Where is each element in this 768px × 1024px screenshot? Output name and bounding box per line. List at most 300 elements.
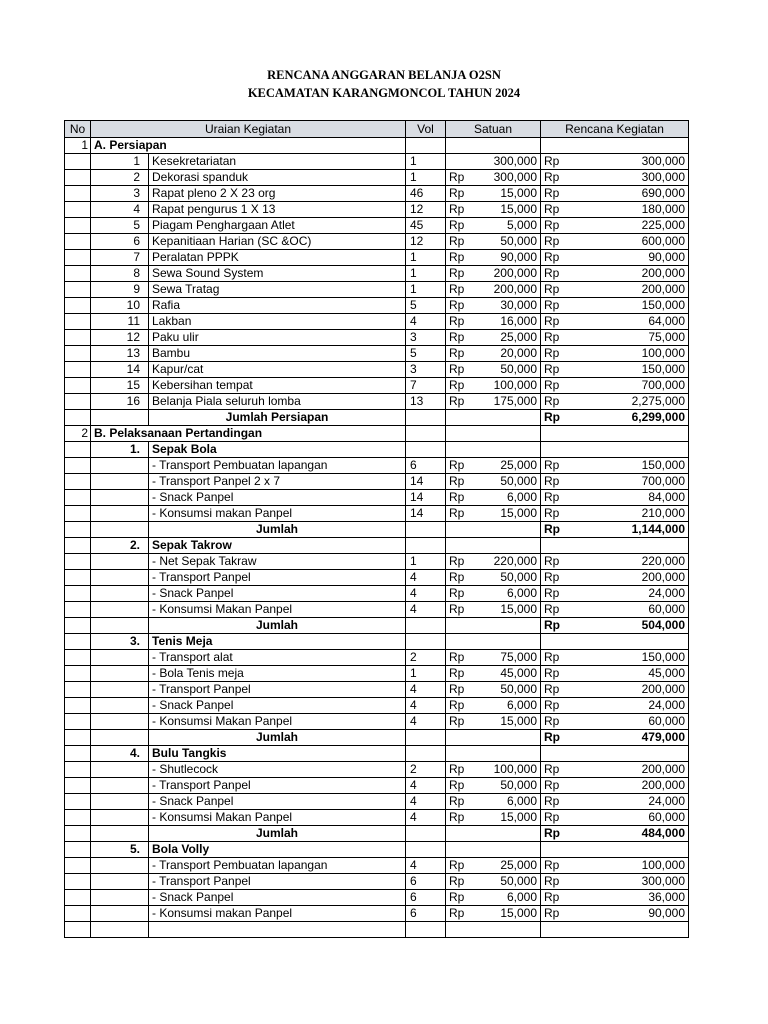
unit-currency: Rp: [446, 458, 479, 474]
item-vol: 14: [406, 474, 446, 490]
table-row: [65, 554, 689, 570]
item-vol: 45: [406, 218, 446, 234]
item-description: - Transport Pembuatan lapangan: [149, 458, 406, 474]
total-currency: Rp: [541, 250, 581, 266]
total-currency: Rp: [541, 714, 581, 730]
unit-currency: Rp: [446, 810, 479, 826]
table-row: [65, 634, 689, 650]
item-vol: 5: [406, 346, 446, 362]
total-amount: 60,000: [581, 602, 689, 618]
total-currency: Rp: [541, 794, 581, 810]
item-vol: 6: [406, 890, 446, 906]
row-number: [65, 634, 91, 650]
total-amount: 200,000: [581, 762, 689, 778]
unit-price: 50,000: [479, 778, 541, 794]
unit-currency: [446, 410, 479, 426]
item-description: - Transport Panpel: [149, 682, 406, 698]
row-number: [65, 298, 91, 314]
item-description: Lakban: [149, 314, 406, 330]
total-currency: Rp: [541, 378, 581, 394]
row-number: [65, 666, 91, 682]
row-number: [65, 218, 91, 234]
row-number: [65, 506, 91, 522]
sub-title: Sepak Takrow: [149, 538, 406, 554]
sub-number: [91, 474, 149, 490]
item-description: - Transport Panpel: [149, 778, 406, 794]
total-currency: Rp: [541, 858, 581, 874]
table-row: [65, 490, 689, 506]
total-currency: Rp: [541, 522, 581, 538]
item-description: Kapur/cat: [149, 362, 406, 378]
subtotal-label: Jumlah: [149, 826, 406, 842]
table-row: [65, 826, 689, 842]
total-amount: 300,000: [581, 874, 689, 890]
item-vol: 4: [406, 714, 446, 730]
unit-price: 200,000: [479, 282, 541, 298]
unit-currency: Rp: [446, 506, 479, 522]
sub-number: [91, 458, 149, 474]
unit-price: 220,000: [479, 554, 541, 570]
blank-cell: [446, 922, 479, 938]
sub-number: 1.: [91, 442, 149, 458]
total-currency: Rp: [541, 810, 581, 826]
table-row: [65, 218, 689, 234]
blank-cell: [479, 922, 541, 938]
sub-number: [91, 826, 149, 842]
unit-currency: [446, 538, 479, 554]
total-amount: 225,000: [581, 218, 689, 234]
item-description: Bambu: [149, 346, 406, 362]
row-number: [65, 682, 91, 698]
total-currency: Rp: [541, 682, 581, 698]
table-row: [65, 394, 689, 410]
table-row: [65, 506, 689, 522]
table-row: [65, 442, 689, 458]
row-number: [65, 410, 91, 426]
sub-title: Tenis Meja: [149, 634, 406, 650]
row-number: [65, 186, 91, 202]
row-number: [65, 202, 91, 218]
total-currency: Rp: [541, 826, 581, 842]
sub-number: [91, 666, 149, 682]
item-vol: 2: [406, 650, 446, 666]
blank-cell: [149, 922, 406, 938]
row-number: [65, 650, 91, 666]
sub-number: 13: [91, 346, 149, 362]
total-amount: 90,000: [581, 906, 689, 922]
item-description: - Snack Panpel: [149, 794, 406, 810]
table-row: [65, 714, 689, 730]
total-currency: [541, 442, 581, 458]
total-currency: Rp: [541, 170, 581, 186]
item-vol: 1: [406, 554, 446, 570]
unit-price: 50,000: [479, 234, 541, 250]
table-row: [65, 746, 689, 762]
total-amount: [581, 138, 689, 154]
total-currency: Rp: [541, 650, 581, 666]
total-currency: Rp: [541, 394, 581, 410]
sub-number: 2.: [91, 538, 149, 554]
item-vol: 4: [406, 794, 446, 810]
unit-price: 100,000: [479, 762, 541, 778]
sub-number: [91, 650, 149, 666]
item-description: - Transport Panpel: [149, 570, 406, 586]
item-description: - Net Sepak Takraw: [149, 554, 406, 570]
total-amount: 24,000: [581, 698, 689, 714]
vol-cell: [406, 538, 446, 554]
table-row: [65, 858, 689, 874]
total-amount: [581, 538, 689, 554]
item-vol: 6: [406, 458, 446, 474]
row-number: [65, 890, 91, 906]
total-amount: 24,000: [581, 586, 689, 602]
subtotal-amount: 484,000: [581, 826, 689, 842]
subtotal-amount: 504,000: [581, 618, 689, 634]
table-row: [65, 410, 689, 426]
item-description: - Bola Tenis meja: [149, 666, 406, 682]
header-rencana: Rencana Kegiatan: [541, 121, 689, 138]
item-vol: 13: [406, 394, 446, 410]
sub-number: [91, 410, 149, 426]
sub-number: 6: [91, 234, 149, 250]
unit-price: 100,000: [479, 378, 541, 394]
header-vol: Vol: [406, 121, 446, 138]
table-row: [65, 186, 689, 202]
sub-number: 3: [91, 186, 149, 202]
unit-currency: Rp: [446, 682, 479, 698]
total-currency: Rp: [541, 202, 581, 218]
item-description: Rapat pengurus 1 X 13: [149, 202, 406, 218]
unit-price: 25,000: [479, 458, 541, 474]
total-currency: [541, 426, 581, 442]
total-amount: 60,000: [581, 810, 689, 826]
unit-currency: Rp: [446, 346, 479, 362]
total-amount: 690,000: [581, 186, 689, 202]
blank-cell: [91, 922, 149, 938]
row-number: [65, 442, 91, 458]
total-currency: Rp: [541, 154, 581, 170]
unit-currency: Rp: [446, 266, 479, 282]
document-subtitle: KECAMATAN KARANGMONCOL TAHUN 2024: [247, 86, 521, 100]
sub-number: 3.: [91, 634, 149, 650]
unit-price: 300,000: [479, 154, 541, 170]
subtotal-amount: 479,000: [581, 730, 689, 746]
header-uraian: Uraian Kegiatan: [91, 121, 406, 138]
total-amount: [581, 634, 689, 650]
unit-currency: Rp: [446, 778, 479, 794]
item-description: - Konsumsi makan Panpel: [149, 906, 406, 922]
total-amount: 100,000: [581, 858, 689, 874]
subtotal-amount: 6,299,000: [581, 410, 689, 426]
sub-number: [91, 794, 149, 810]
total-currency: Rp: [541, 314, 581, 330]
table-row: [65, 874, 689, 890]
unit-price: 50,000: [479, 874, 541, 890]
unit-price: 20,000: [479, 346, 541, 362]
sub-number: [91, 506, 149, 522]
unit-price: 50,000: [479, 682, 541, 698]
unit-currency: Rp: [446, 474, 479, 490]
row-number: [65, 394, 91, 410]
unit-currency: Rp: [446, 650, 479, 666]
row-number: [65, 314, 91, 330]
unit-price: 75,000: [479, 650, 541, 666]
item-description: - Snack Panpel: [149, 490, 406, 506]
table-row: [65, 314, 689, 330]
total-amount: 64,000: [581, 314, 689, 330]
total-currency: Rp: [541, 586, 581, 602]
document-title: RENCANA ANGGARAN BELANJA O2SN: [267, 68, 501, 82]
sub-number: 4: [91, 202, 149, 218]
total-currency: [541, 538, 581, 554]
header-satuan: Satuan: [446, 121, 541, 138]
row-number: [65, 810, 91, 826]
budget-table: [64, 120, 689, 938]
table-row: [65, 586, 689, 602]
unit-currency: Rp: [446, 330, 479, 346]
row-number: [65, 698, 91, 714]
total-currency: Rp: [541, 218, 581, 234]
unit-currency: Rp: [446, 554, 479, 570]
vol-cell: [406, 426, 446, 442]
row-number: 2: [65, 426, 91, 442]
row-number: [65, 618, 91, 634]
unit-price: 5,000: [479, 218, 541, 234]
total-currency: Rp: [541, 186, 581, 202]
total-currency: Rp: [541, 602, 581, 618]
unit-price: [479, 842, 541, 858]
item-vol: 3: [406, 362, 446, 378]
sub-number: [91, 714, 149, 730]
item-description: Piagam Penghargaan Atlet: [149, 218, 406, 234]
total-amount: 84,000: [581, 490, 689, 506]
unit-price: 15,000: [479, 186, 541, 202]
unit-price: 6,000: [479, 586, 541, 602]
row-number: [65, 522, 91, 538]
sub-number: 9: [91, 282, 149, 298]
total-amount: 150,000: [581, 458, 689, 474]
table-row: [65, 842, 689, 858]
total-currency: Rp: [541, 554, 581, 570]
item-description: - Konsumsi Makan Panpel: [149, 602, 406, 618]
total-amount: 45,000: [581, 666, 689, 682]
row-number: [65, 234, 91, 250]
total-amount: 90,000: [581, 250, 689, 266]
unit-currency: Rp: [446, 282, 479, 298]
sub-number: 10: [91, 298, 149, 314]
total-amount: 200,000: [581, 682, 689, 698]
total-currency: Rp: [541, 282, 581, 298]
sub-number: 14: [91, 362, 149, 378]
item-description: Sewa Sound System: [149, 266, 406, 282]
unit-currency: [446, 138, 479, 154]
sub-number: 4.: [91, 746, 149, 762]
sub-number: [91, 730, 149, 746]
item-vol: 1: [406, 266, 446, 282]
item-description: Sewa Tratag: [149, 282, 406, 298]
row-number: [65, 250, 91, 266]
unit-price: [479, 746, 541, 762]
unit-price: 6,000: [479, 490, 541, 506]
item-description: - Snack Panpel: [149, 586, 406, 602]
vol-cell: [406, 730, 446, 746]
item-vol: 4: [406, 858, 446, 874]
row-number: [65, 458, 91, 474]
unit-currency: Rp: [446, 570, 479, 586]
unit-currency: Rp: [446, 298, 479, 314]
item-vol: 12: [406, 202, 446, 218]
item-vol: 1: [406, 170, 446, 186]
table-row: [65, 906, 689, 922]
table-row: [65, 602, 689, 618]
unit-currency: Rp: [446, 698, 479, 714]
total-amount: 200,000: [581, 266, 689, 282]
row-number: [65, 826, 91, 842]
total-currency: [541, 842, 581, 858]
item-vol: 5: [406, 298, 446, 314]
unit-price: [479, 634, 541, 650]
unit-currency: Rp: [446, 874, 479, 890]
unit-currency: Rp: [446, 602, 479, 618]
row-number: [65, 538, 91, 554]
unit-currency: [446, 730, 479, 746]
sub-number: [91, 906, 149, 922]
unit-currency: Rp: [446, 250, 479, 266]
sub-number: [91, 858, 149, 874]
table-row: [65, 778, 689, 794]
table-row: [65, 362, 689, 378]
item-description: Kebersihan tempat: [149, 378, 406, 394]
row-number: [65, 874, 91, 890]
table-row: [65, 170, 689, 186]
total-amount: 150,000: [581, 362, 689, 378]
sub-number: [91, 698, 149, 714]
unit-currency: [446, 746, 479, 762]
total-currency: Rp: [541, 506, 581, 522]
row-number: [65, 362, 91, 378]
table-row: [65, 730, 689, 746]
unit-currency: [446, 522, 479, 538]
unit-currency: [446, 842, 479, 858]
row-number: [65, 378, 91, 394]
sub-number: [91, 778, 149, 794]
sub-number: 5.: [91, 842, 149, 858]
total-currency: Rp: [541, 778, 581, 794]
item-vol: 7: [406, 378, 446, 394]
unit-currency: Rp: [446, 186, 479, 202]
item-vol: 14: [406, 506, 446, 522]
sub-title: Bulu Tangkis: [149, 746, 406, 762]
table-row: [65, 282, 689, 298]
unit-price: 90,000: [479, 250, 541, 266]
item-vol: 4: [406, 570, 446, 586]
sub-number: 2: [91, 170, 149, 186]
table-row: [65, 698, 689, 714]
total-amount: 220,000: [581, 554, 689, 570]
item-description: - Transport alat: [149, 650, 406, 666]
unit-price: 15,000: [479, 202, 541, 218]
unit-currency: Rp: [446, 714, 479, 730]
vol-cell: [406, 442, 446, 458]
sub-number: 8: [91, 266, 149, 282]
sub-number: [91, 618, 149, 634]
header-no: No: [65, 121, 91, 138]
row-number: [65, 266, 91, 282]
unit-currency: Rp: [446, 378, 479, 394]
unit-price: 50,000: [479, 570, 541, 586]
total-currency: Rp: [541, 266, 581, 282]
item-description: - Snack Panpel: [149, 890, 406, 906]
unit-currency: Rp: [446, 234, 479, 250]
item-vol: 3: [406, 330, 446, 346]
row-number: [65, 346, 91, 362]
table-row: [65, 474, 689, 490]
total-currency: Rp: [541, 730, 581, 746]
vol-cell: [406, 746, 446, 762]
unit-price: [479, 730, 541, 746]
subtotal-label: Jumlah: [149, 522, 406, 538]
table-row: [65, 650, 689, 666]
table-row: [65, 138, 689, 154]
unit-price: 30,000: [479, 298, 541, 314]
unit-price: 15,000: [479, 506, 541, 522]
sub-number: [91, 682, 149, 698]
sub-number: [91, 522, 149, 538]
sub-title: Sepak Bola: [149, 442, 406, 458]
total-currency: Rp: [541, 458, 581, 474]
vol-cell: [406, 826, 446, 842]
item-description: - Konsumsi Makan Panpel: [149, 810, 406, 826]
total-currency: Rp: [541, 410, 581, 426]
sub-number: 5: [91, 218, 149, 234]
blank-cell: [541, 922, 581, 938]
unit-price: [479, 522, 541, 538]
item-vol: 1: [406, 666, 446, 682]
table-row: [65, 298, 689, 314]
item-description: - Konsumsi makan Panpel: [149, 506, 406, 522]
row-number: 1: [65, 138, 91, 154]
row-number: [65, 842, 91, 858]
table-header-row: [65, 121, 689, 138]
total-amount: 600,000: [581, 234, 689, 250]
item-vol: 6: [406, 874, 446, 890]
sub-number: [91, 874, 149, 890]
total-currency: Rp: [541, 618, 581, 634]
total-amount: 200,000: [581, 282, 689, 298]
item-vol: 12: [406, 234, 446, 250]
total-amount: 300,000: [581, 154, 689, 170]
unit-price: 45,000: [479, 666, 541, 682]
unit-price: [479, 538, 541, 554]
vol-cell: [406, 410, 446, 426]
item-vol: 4: [406, 778, 446, 794]
row-number: [65, 154, 91, 170]
item-description: Belanja Piala seluruh lomba: [149, 394, 406, 410]
row-number: [65, 570, 91, 586]
total-currency: Rp: [541, 698, 581, 714]
total-amount: [581, 842, 689, 858]
sub-number: 11: [91, 314, 149, 330]
unit-price: 6,000: [479, 698, 541, 714]
item-vol: 1: [406, 282, 446, 298]
unit-price: [479, 826, 541, 842]
row-number: [65, 330, 91, 346]
table-row: [65, 666, 689, 682]
table-body: [65, 138, 689, 938]
unit-currency: [446, 634, 479, 650]
total-currency: Rp: [541, 874, 581, 890]
row-number: [65, 490, 91, 506]
